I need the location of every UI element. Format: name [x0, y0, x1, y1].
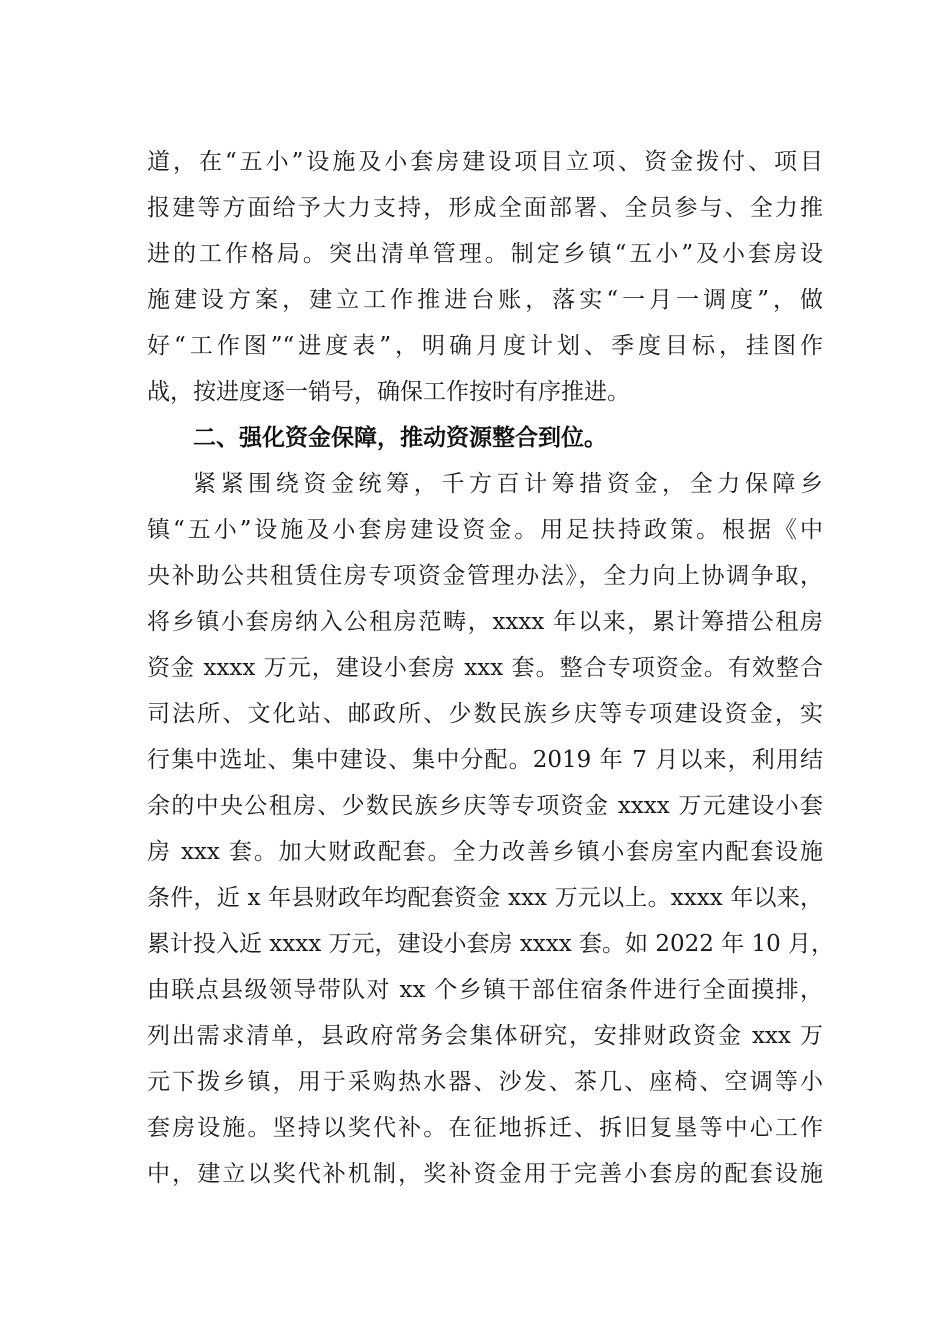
paragraph-line: 道，在“五小”设施及小套房建设项目立项、资金拨付、项目 [147, 149, 823, 175]
paragraph-line: 余的中央公租房、少数民族乡庆等专项资金 xxxx 万元建设小套 [147, 793, 823, 819]
paragraph-line: 战，按进度逐一销号，确保工作按时有序推进。 [147, 379, 630, 405]
paragraph-line: 镇“五小”设施及小套房建设资金。用足扶持政策。根据《中 [147, 517, 823, 543]
paragraph-line: 列出需求清单，县政府常务会集体研究，安排财政资金 xxx 万 [147, 1023, 823, 1049]
paragraph-line: 施建设方案，建立工作推进台账，落实“一月一调度”，做 [147, 287, 823, 313]
paragraph-line: 好“工作图”“进度表”，明确月度计划、季度目标，挂图作 [147, 333, 823, 359]
paragraph-line: 行集中选址、集中建设、集中分配。2019 年 7 月以来，利用结 [147, 747, 823, 773]
paragraph-line: 央补助公共租赁住房专项资金管理办法》，全力向上协调争取， [147, 563, 823, 589]
paragraph-line: 资金 xxxx 万元，建设小套房 xxx 套。整合专项资金。有效整合 [147, 655, 823, 681]
paragraph-line: 元下拨乡镇，用于采购热水器、沙发、茶几、座椅、空调等小 [147, 1069, 823, 1095]
section-heading: 二、强化资金保障，推动资源整合到位。 [193, 425, 607, 451]
paragraph-line: 累计投入近 xxxx 万元，建设小套房 xxxx 套。如 2022 年 10 月， [147, 931, 835, 957]
paragraph-line: 进的工作格局。突出清单管理。制定乡镇“五小”及小套房设 [147, 241, 823, 267]
paragraph-line: 由联点县级领导带队对 xx 个乡镇干部住宿条件进行全面摸排， [147, 977, 823, 1003]
paragraph-line: 报建等方面给予大力支持，形成全面部署、全员参与、全力推 [147, 195, 823, 221]
paragraph-line: 套房设施。坚持以奖代补。在征地拆迁、拆旧复垦等中心工作 [147, 1115, 823, 1141]
paragraph-line: 条件，近 x 年县财政年均配套资金 xxx 万元以上。xxxx 年以来， [147, 885, 823, 911]
paragraph-line: 中，建立以奖代补机制，奖补资金用于完善小套房的配套设施 [147, 1161, 823, 1187]
paragraph-line: 将乡镇小套房纳入公租房范畴，xxxx 年以来，累计筹措公租房 [147, 609, 823, 635]
paragraph-line: 紧紧围绕资金统筹，千方百计筹措资金，全力保障乡 [193, 471, 823, 497]
paragraph-line: 司法所、文化站、邮政所、少数民族乡庆等专项建设资金，实 [147, 701, 823, 727]
paragraph-line: 房 xxx 套。加大财政配套。全力改善乡镇小套房室内配套设施 [147, 839, 823, 865]
